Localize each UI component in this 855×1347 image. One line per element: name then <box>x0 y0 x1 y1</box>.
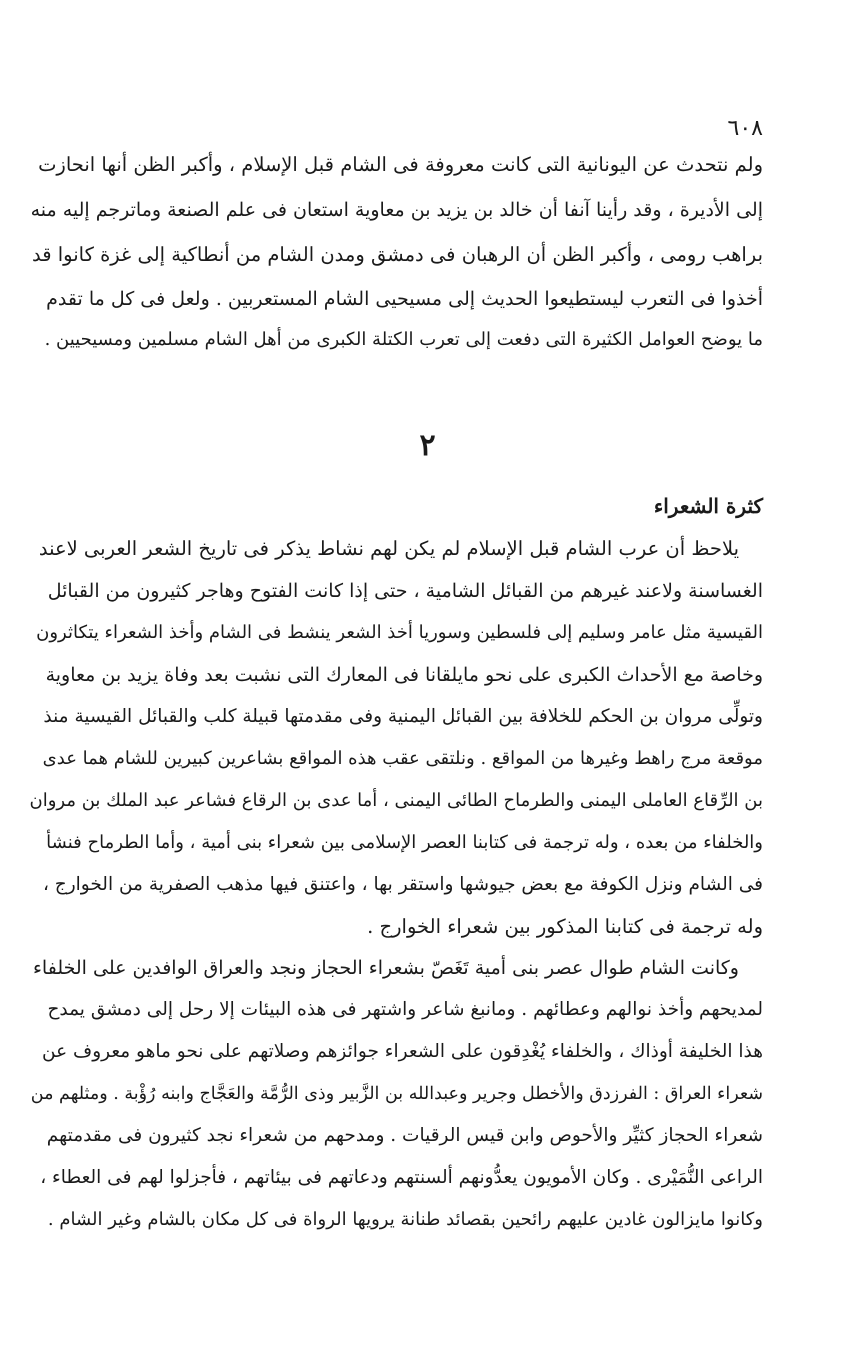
page-number: ٦٠٨ <box>727 116 763 141</box>
text-line: أخذوا فى التعرب ليستطيعوا الحديث إلى مسيحيى الشام المستعربين . ولعل فى كل ما تقدم <box>46 288 763 310</box>
text-line: براهب رومى ، وأكبر الظن أن الرهبان فى دمشق ومدن الشام من أنطاكية إلى غزة كانوا قد <box>31 243 763 266</box>
text-line: إلى الأديرة ، وقد رأينا آنفا أن خالد بن يزيد بن معاوية استعان فى علم الصنعة وماترجم إليه منه <box>30 199 763 221</box>
text-line: والخلفاء من بعده ، وله ترجمة فى كتابنا العصر الإسلامى بين شعراء بنى أمية ، وأما الطرماح فنشأ <box>46 832 763 853</box>
text-line: وكانوا مايزالون غادين عليهم رائحين بقصائد طنانة يرويها الرواة فى كل مكان بالشام وغير الشام . <box>47 1209 763 1230</box>
text-line: بن الرِّقاع العاملى اليمنى والطرماح الطائى اليمنى ، أما عدى بن الرقاع فشاعر عبد الملك بن مروان <box>29 790 763 811</box>
text-line: موقعة مرج راهط وغيرها من المواقع . ونلتقى عقب هذه المواقع بشاعرين كبيرين للشام هما عدى <box>42 748 763 769</box>
text-line: وخاصة مع الأحداث الكبرى على نحو مايلقانا فى المعارك التى نشبت بعد وفاة يزيد بن معاوية <box>45 664 763 686</box>
text-line: ولم نتحدث عن اليونانية التى كانت معروفة فى الشام قبل الإسلام ، وأكبر الظن أنها انحازت <box>38 153 763 176</box>
text-line: الراعى النُّمَيْرى . وكان الأمويون يعدُّونهم ألسنتهم ودعاتهم فى بيئاتهم ، فأجزلوا لهم فى العطاء ، <box>40 1167 763 1188</box>
text-line: فى الشام ونزل الكوفة مع بعض جيوشها واستقر بها ، واعتنق فيها مذهب الصفرية من الخوارج ، <box>42 874 763 895</box>
text-line: هذا الخليفة أوذاك ، والخلفاء يُغْدِقون على الشعراء جوائزهم وصلاتهم على نحو ماهو معروف عن <box>42 1041 763 1062</box>
text-line: شعراء الحجاز كثيِّر والأحوص وابن قيس الرقيات . ومدحهم من شعراء نجد كثيرون فى مقدمتهم <box>46 1125 763 1146</box>
text-line: لمديحهم وأخذ نوالهم وعطائهم . ومانبغ شاعر واشتهر فى هذه البيئات إلا رحل إلى دمشق يمدح <box>47 999 763 1020</box>
text-line: شعراء العراق : الفرزدق والأخطل وجرير وعبدالله بن الزَّبير وذى الرُّمَّة والعَجَّاج وابنه رُؤْبة . ومثلهم من <box>30 1084 763 1104</box>
text-line: وله ترجمة فى كتابنا المذكور بين شعراء الخوارج . <box>367 915 763 938</box>
text-line: وتولِّى مروان بن الحكم للخلافة بين القبائل اليمنية وفى مقدمتها قبيلة كلب والقبائل القيسية منذ <box>43 706 763 727</box>
text-line: ما يوضح العوامل الكثيرة التى دفعت إلى تعرب الكتلة الكبرى من أهل الشام مسلمين ومسيحيين . <box>44 329 763 350</box>
section-title: كثرة الشعراء <box>653 494 763 518</box>
text-line: القيسية مثل عامر وسليم إلى فلسطين وسوريا أخذ الشعر ينشط فى الشام وأخذ الشعراء يتكاثرون <box>36 622 763 643</box>
text-line: وكانت الشام طوال عصر بنى أمية تَغَصّ بشعراء الحجاز ونجد والعراق الوافدين على الخلفاء <box>33 957 739 979</box>
text-line: الغساسنة ولاعند غيرهم من القبائل الشامية ، حتى إذا كانت الفتوح وهاجر كثيرون من القبائل <box>47 580 763 602</box>
section-number: ٢ <box>419 428 436 463</box>
text-line: يلاحظ أن عرب الشام قبل الإسلام لم يكن لهم نشاط يذكر فى تاريخ الشعر العربى لاعند <box>38 537 739 560</box>
